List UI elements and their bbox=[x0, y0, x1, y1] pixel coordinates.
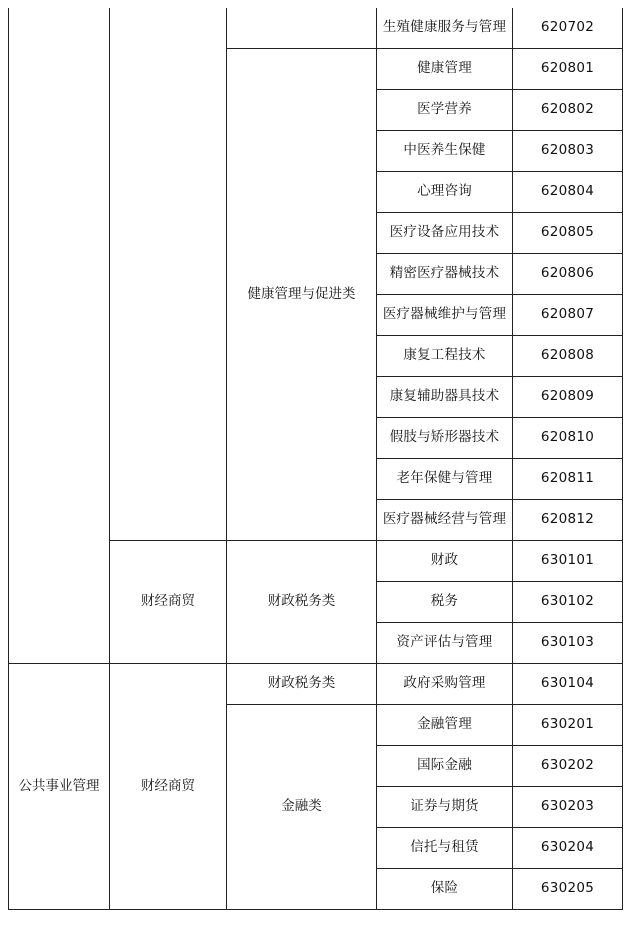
major-name: 中医养生保健 bbox=[377, 131, 513, 172]
class-cell-health: 健康管理与促进类 bbox=[227, 49, 377, 541]
major-name: 医疗器械经营与管理 bbox=[377, 500, 513, 541]
large-category-cell bbox=[9, 8, 110, 664]
major-name: 生殖健康服务与管理 bbox=[377, 8, 513, 49]
major-code: 630101 bbox=[513, 541, 623, 582]
major-name: 保险 bbox=[377, 869, 513, 910]
major-code: 630203 bbox=[513, 787, 623, 828]
major-code: 630201 bbox=[513, 705, 623, 746]
major-code: 620702 bbox=[513, 8, 623, 49]
major-name: 信托与租赁 bbox=[377, 828, 513, 869]
major-code: 630204 bbox=[513, 828, 623, 869]
major-code: 620803 bbox=[513, 131, 623, 172]
major-code: 620811 bbox=[513, 459, 623, 500]
major-code: 620809 bbox=[513, 377, 623, 418]
class-cell-finance: 金融类 bbox=[227, 705, 377, 910]
major-code: 620806 bbox=[513, 254, 623, 295]
mid-category-cell bbox=[110, 8, 227, 541]
major-name: 老年保健与管理 bbox=[377, 459, 513, 500]
major-name: 政府采购管理 bbox=[377, 664, 513, 705]
major-code: 620807 bbox=[513, 295, 623, 336]
mid-category-cell-finance-trade: 财经商贸 bbox=[110, 664, 227, 910]
major-name: 医疗设备应用技术 bbox=[377, 213, 513, 254]
mid-category-cell-finance-trade: 财经商贸 bbox=[110, 541, 227, 664]
major-code: 630202 bbox=[513, 746, 623, 787]
major-name: 医疗器械维护与管理 bbox=[377, 295, 513, 336]
major-name: 康复辅助器具技术 bbox=[377, 377, 513, 418]
major-name: 康复工程技术 bbox=[377, 336, 513, 377]
major-catalog-table bbox=[8, 8, 623, 910]
major-code: 620810 bbox=[513, 418, 623, 459]
class-cell-fiscal-tax: 财政税务类 bbox=[227, 664, 377, 705]
major-name: 健康管理 bbox=[377, 49, 513, 90]
major-code: 630205 bbox=[513, 869, 623, 910]
major-code: 620805 bbox=[513, 213, 623, 254]
class-cell bbox=[227, 8, 377, 49]
major-code: 620801 bbox=[513, 49, 623, 90]
major-code: 630103 bbox=[513, 623, 623, 664]
major-name: 精密医疗器械技术 bbox=[377, 254, 513, 295]
major-code: 620808 bbox=[513, 336, 623, 377]
major-code: 630102 bbox=[513, 582, 623, 623]
major-name: 证券与期货 bbox=[377, 787, 513, 828]
major-code: 620802 bbox=[513, 90, 623, 131]
major-name: 税务 bbox=[377, 582, 513, 623]
major-code: 630104 bbox=[513, 664, 623, 705]
major-name: 心理咨询 bbox=[377, 172, 513, 213]
major-name: 医学营养 bbox=[377, 90, 513, 131]
table-row bbox=[9, 664, 623, 705]
table-row bbox=[9, 8, 623, 49]
major-name: 金融管理 bbox=[377, 705, 513, 746]
major-name: 假肢与矫形器技术 bbox=[377, 418, 513, 459]
major-code: 620812 bbox=[513, 500, 623, 541]
major-name: 财政 bbox=[377, 541, 513, 582]
major-name: 资产评估与管理 bbox=[377, 623, 513, 664]
class-cell-fiscal-tax: 财政税务类 bbox=[227, 541, 377, 664]
large-category-cell-public-affairs: 公共事业管理 bbox=[9, 664, 110, 910]
major-code: 620804 bbox=[513, 172, 623, 213]
major-name: 国际金融 bbox=[377, 746, 513, 787]
